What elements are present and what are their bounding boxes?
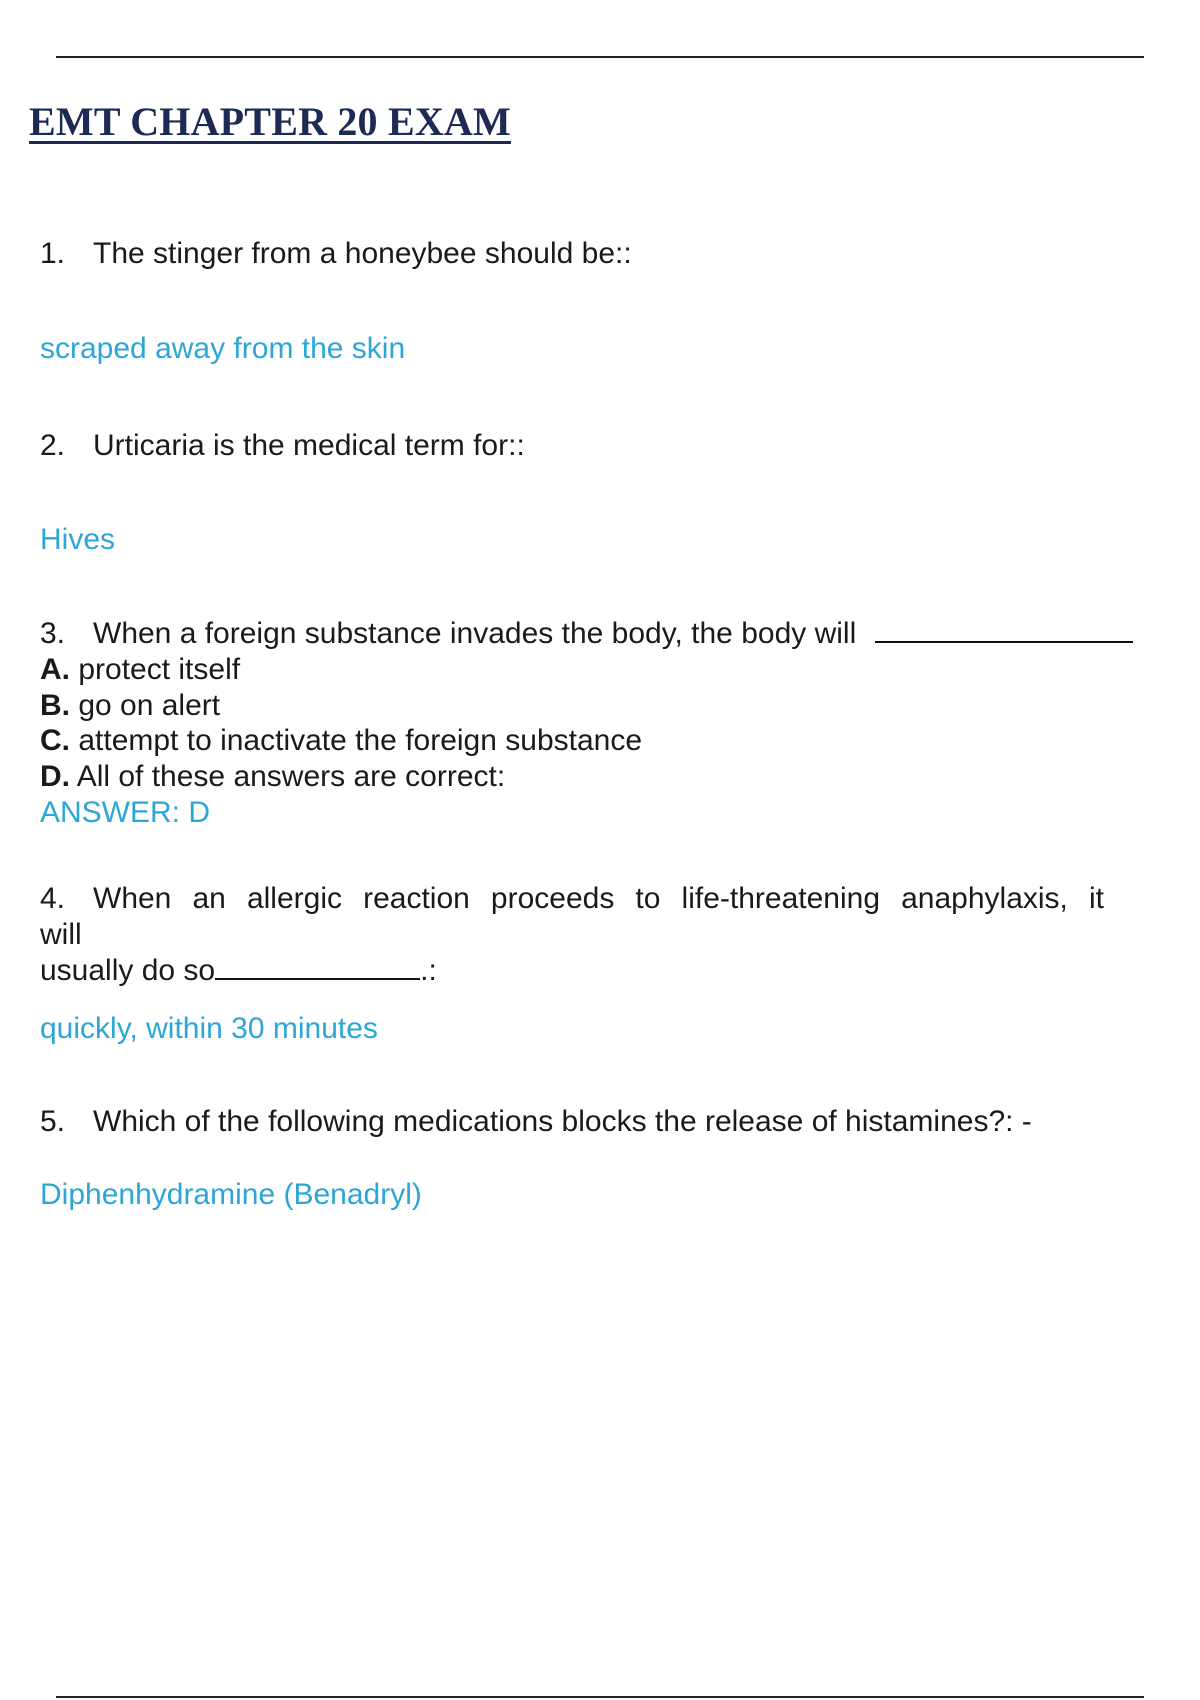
question-number: 1. <box>40 237 66 270</box>
question-text: When a foreign substance invades the body, the body will <box>93 617 857 650</box>
answer-4: quickly, within 30 minutes <box>40 1012 378 1045</box>
option-c <box>40 723 642 759</box>
question-number: 2. <box>40 429 66 462</box>
question-line-2 <box>40 953 1104 989</box>
option-letter: D. <box>40 760 70 793</box>
answer-5: Diphenhydramine (Benadryl) <box>40 1178 422 1211</box>
option-letter: C. <box>40 724 70 757</box>
page-title: EMT CHAPTER 20 EXAM <box>29 99 511 144</box>
question-text: Which of the following medications blocks the release of histamines?: - <box>93 1105 1032 1138</box>
question-4 <box>40 881 1104 989</box>
question-text-before-blank: usually do so <box>40 954 216 987</box>
question-number: 4. <box>40 882 66 915</box>
top-divider <box>56 56 1144 58</box>
option-d <box>40 759 505 795</box>
answer-2: Hives <box>40 523 116 556</box>
question-text: The stinger from a honeybee should be:: <box>93 237 632 270</box>
option-letter: B. <box>40 689 70 722</box>
question-3 <box>40 616 1180 652</box>
bottom-divider <box>56 1696 1144 1698</box>
question-number: 5. <box>40 1105 66 1138</box>
answer-1: scraped away from the skin <box>40 332 406 365</box>
option-text: go on alert <box>78 689 221 722</box>
option-letter: A. <box>40 653 70 686</box>
answer-blank <box>875 619 1133 643</box>
option-a <box>40 652 240 688</box>
option-text: All of these answers are correct: <box>76 760 506 793</box>
option-b <box>40 688 220 724</box>
question-5 <box>40 1104 1032 1140</box>
option-text: protect itself <box>78 653 241 686</box>
answer-blank <box>215 956 420 980</box>
question-1 <box>40 236 632 272</box>
question-text: When an allergic reaction proceeds to life-threatening anaphylaxis, it will <box>40 882 1104 951</box>
question-line-1 <box>40 881 1104 953</box>
answer-3: ANSWER: D <box>40 796 211 829</box>
option-text: attempt to inactivate the foreign substance <box>78 724 643 757</box>
question-text-after-blank: .: <box>420 954 437 987</box>
question-number: 3. <box>40 617 66 650</box>
question-2 <box>40 428 525 464</box>
question-text: Urticaria is the medical term for:: <box>93 429 525 462</box>
